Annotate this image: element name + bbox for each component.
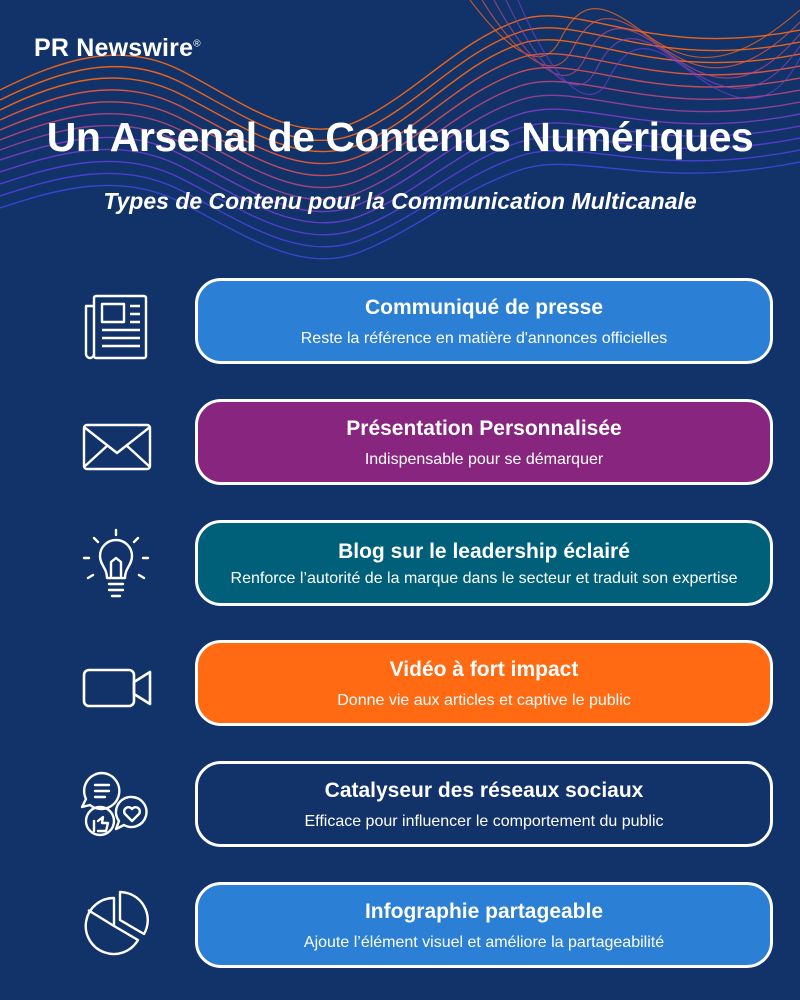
card-title: Communiqué de presse xyxy=(364,295,604,319)
content-card xyxy=(195,640,773,726)
card-title: Blog sur le leadership éclairé xyxy=(338,539,630,563)
content-card xyxy=(195,882,773,968)
social-bubbles-icon xyxy=(76,769,156,843)
card-title: Présentation Personnalisée xyxy=(346,416,622,440)
card-description: Reste la référence en matière d'annonces officielles xyxy=(300,329,668,347)
content-card xyxy=(195,399,773,485)
page-title: Un Arsenal de Contenus Numériques xyxy=(46,114,754,160)
card-description: Renforce l’autorité de la marque dans le secteur et traduit son expertise xyxy=(230,569,738,587)
content-type-row xyxy=(0,761,800,851)
lightbulb-icon xyxy=(76,528,156,602)
content-type-row xyxy=(0,278,800,368)
content-card xyxy=(195,761,773,847)
pie-chart-icon xyxy=(76,890,156,964)
card-description: Efficace pour influencer le comportement du public xyxy=(304,812,664,830)
brand-logo xyxy=(34,34,201,63)
content-type-row xyxy=(0,882,800,972)
content-card xyxy=(195,278,773,364)
card-description: Indispensable pour se démarquer xyxy=(364,450,604,468)
video-camera-icon xyxy=(76,648,156,722)
content-card xyxy=(195,520,773,606)
card-title: Infographie partageable xyxy=(364,899,604,923)
content-type-row xyxy=(0,520,800,610)
envelope-icon xyxy=(76,407,156,481)
registered-mark: ® xyxy=(193,38,201,50)
card-title: Vidéo à fort impact xyxy=(389,657,579,681)
card-description: Ajoute l’élément visuel et améliore la partageabilité xyxy=(303,933,665,951)
content-type-row xyxy=(0,640,800,730)
card-description: Donne vie aux articles et captive le public xyxy=(337,691,631,709)
content-type-row xyxy=(0,399,800,489)
page-subtitle: Types de Contenu pour la Communication Multicanale xyxy=(103,188,697,214)
brand-name: PR Newswire xyxy=(34,34,194,62)
card-title: Catalyseur des réseaux sociaux xyxy=(324,778,644,802)
newspaper-icon xyxy=(76,286,156,360)
